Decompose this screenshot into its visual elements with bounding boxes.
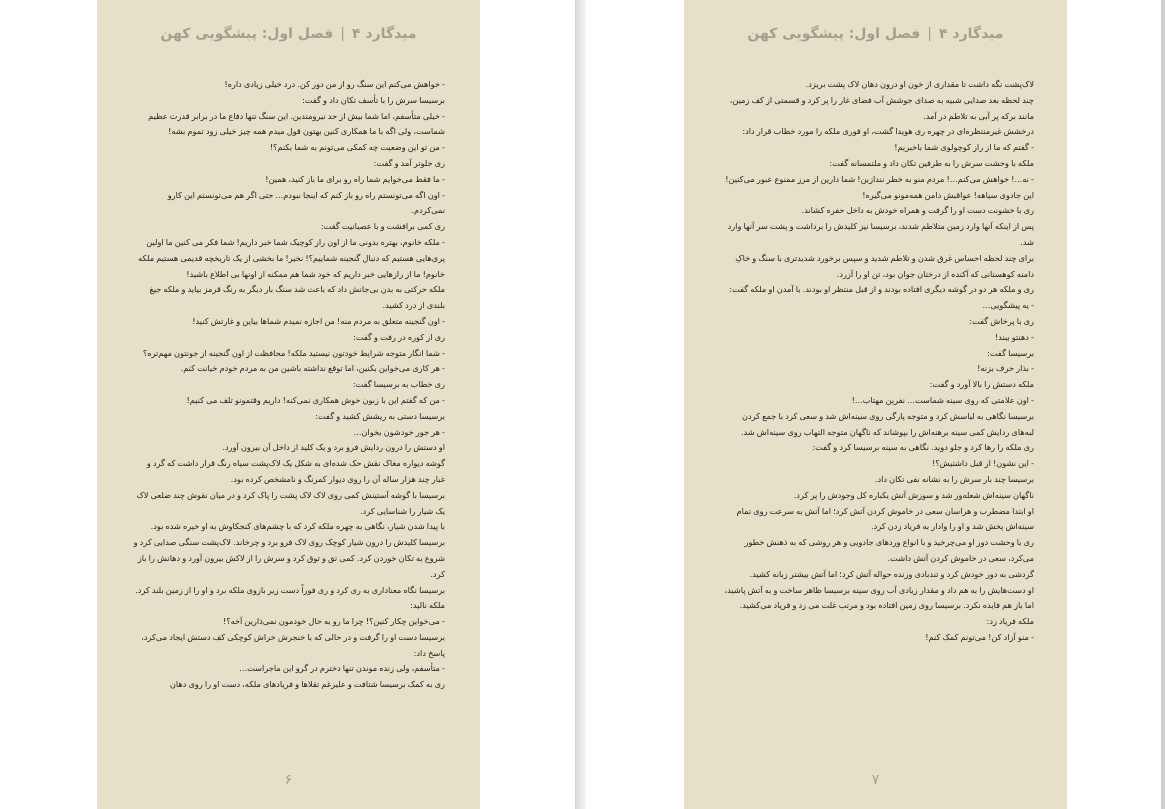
paragraph: ری خطاب به برسیسا گفت: — [352, 379, 445, 390]
paragraph: برسیسا دستی به ریشش کشید و گفت: — [315, 410, 445, 421]
paragraph: برسیسا گفت: — [987, 347, 1034, 358]
paragraph: پس از اینکه آنها وارد زمین متلاطم شدند، برسیسا نیز کلیدش را برداشت و پشت سر آنها وارد شد. — [727, 221, 1034, 247]
paragraph: ملکه حرکتی به بدن بی‌جانش داد که باعث شد سنگ بار دیگر به رنگ قرمز بیاید و ملکه جیغ بلندی از درد کشید. — [149, 284, 445, 311]
paragraph: - این نشون! از قبل داشتیش؟! — [932, 458, 1034, 469]
paragraph: برسیسا با گوشه آستینش کمی روی لاک لاک پشت را پاک کرد و در میان نقوش چند ضلعی لاک یک شیار را شناسایی کرد. — [136, 489, 445, 516]
paragraph: گوشه دیواره مغاک نقش حک شده‌ای به شکل یک لاک‌پشت سیاه رنگ قرار داشت که گرد و غبار چند هزار ساله آن را روی دیوار کمرنگ و نامشخص کرده بود. — [146, 458, 445, 484]
paragraph: او ابتدا مضطرب و هراسان سعی در خاموش کردن آتش کرد؛ اما آتش به سرعت روی تمام سینه‌اش پخش شد و او را وادار به فریاد زدن کرد. — [736, 505, 1034, 532]
paragraph: - بذار حرف بزنه! — [977, 363, 1034, 374]
paragraph: او دست‌هایش را به هم داد و مقدار زیادی آب روی سینه برسیسا ظاهر ساخت و به آتش پاشید، اما باز هم فایده نکرد. برسیسا روی زمین افتاده بود و مرتب غلت می زد و فریاد می‌کشید. — [724, 584, 1034, 611]
paragraph: ملکه نالید: — [410, 600, 445, 611]
paragraph: - اون علامتی که روی سینه شماست... نفرین مهتاب...! — [851, 394, 1034, 405]
paragraph: ری ملکه را رها کرد و جلو دوید. نگاهی به سینه برسیسا کرد و گفت: — [812, 442, 1034, 453]
header-chapter-title: فصل اول: پیشگویی کهن — [160, 26, 334, 42]
paragraph: با پیدا شدن شیار، نگاهی به چهره ملکه کرد که با چشم‌های کنجکاوش به او خیره شده بود. — [150, 521, 445, 532]
paragraph: - ما فقط می‌خوایم شما راه رو برای ما باز کنید، همین! — [265, 173, 445, 184]
paragraph: ملکه فریاد زد: — [986, 616, 1034, 627]
paragraph: ری با خشونت دست او را گرفت و همراه خودش به داخل حفره کشاند. — [801, 205, 1034, 216]
page-body-text — [719, 77, 1034, 646]
header-book-title: میدگارد ۴ — [352, 26, 417, 42]
viewer-scrollbar-edge — [1161, 0, 1165, 809]
paragraph: - یه پیشگویی... — [982, 300, 1034, 311]
paragraph: درخشش غیرمنتظره‌ای در چهره ری هویدا گشت، او فوری ملکه را مورد خطاب قرار داد: — [742, 126, 1034, 137]
paragraph: ری به کمک برسیسا شتافت و علیرغم تقلاها و فریادهای ملکه، دست او را روی دهان — [169, 679, 445, 690]
page-body-text — [133, 77, 445, 693]
paragraph: - دهنتو ببند! — [994, 331, 1034, 342]
paragraph: ملکه دستش را بالا آورد و گفت: — [929, 379, 1034, 390]
header-separator: | — [927, 26, 933, 42]
paragraph: برای چند لحظه احساس غرق شدن و تلاطم شدید و سپس برخورد شدیدتری با سنگ و خاکِ دامنه کوهستانی که آکنده از درختان جوان بود، تن او را آزرد. — [735, 252, 1034, 279]
paragraph: برسیسا چند بار سرش را به نشانه نفی تکان داد. — [874, 473, 1034, 484]
paragraph: این جادوی سیاهه! عواقبش دامن همه‌مونو می‌گیره! — [862, 189, 1034, 200]
page-right — [684, 0, 1067, 809]
paragraph: ری جلوتر آمد و گفت: — [373, 157, 445, 168]
paragraph: - گفتم که ما از راز کوچولوی شما باخبریم! — [894, 142, 1034, 153]
paragraph: - اون اگه می‌تونستم راه رو باز کنم که اینجا نبودم... حتی اگر هم می‌تونستم این کارو نمی‌کردم. — [167, 189, 445, 216]
paragraph: برسیسا نگاهی به لباسش کرد و متوجه پارگی روی سینه‌اش شد و سعی کرد با جمع کردن لبه‌های ردایش کمی سینه برهنه‌اش را بپوشاند که ناگهان متوجه التهاب روی سینه‌اش شد. — [740, 410, 1034, 437]
page-number: ۷ — [871, 772, 880, 788]
paragraph: - اون گنجینه متعلق به مردم منه! من اجازه نمیدم شماها بیاین و غارتش کنید! — [192, 315, 445, 326]
paragraph: ری با پرخاش گفت: — [969, 315, 1034, 326]
paragraph: ری و ملکه هر دو در گوشه دیگری افتاده بودند و از قبل منتظر او بودند. با آمدن او ملکه گفت: — [729, 284, 1034, 295]
paragraph: برسیسا کلیدش را درون شیار کوچک روی لاک فرو برد و چرخاند. لاک‌پشت سنگی صدایی کرد و شروع به تکان خوردن کرد. کمی تق و توق کرد و سرش را از لاکش بیرون آورد و دهانش را باز کرد. — [133, 537, 445, 579]
paragraph: - خواهش می‌کنم این سنگ رو از من دور کن. درد خیلی زیادی داره! — [224, 79, 445, 89]
paragraph: - ملکه خانوم، بهتره بدونی ما از اون راز کوچیک شما خبر داریم! شما فکر می کنین ما اولین پری‌هایی هستیم که دنبال گنجینه شماییم؟! نخیر! ما بخشی از یک تاریخچه قدیمی هستیم ملکه خانوم! ما از رازهایی خبر داریم که خود شما هم ممکنه از اونها بی اطلاع باشید! — [138, 236, 445, 279]
paragraph: برسیسا نگاه معناداری به ری کرد و ری فوراً دست زیر بازوی ملکه برد و او را از زمین بلند کرد. — [135, 584, 445, 595]
paragraph: چند لحظه بعد صدایی شبیه به صدای جوشش آب فضای غار را پر کرد و قسمتی از کف زمین، مانند برکه پر آبی به تلاطم در آمد. — [729, 94, 1034, 121]
page-number: ۶ — [284, 772, 293, 788]
paragraph: - منو آزاد کن! می‌تونم کمک کنم! — [925, 631, 1034, 642]
book-gutter — [575, 0, 586, 809]
paragraph: ناگهان سینه‌اش شعله‌ور شد و سوزش آتش یکباره کل وجودش را پر کرد. — [793, 489, 1034, 500]
paragraph: - نه...! خواهش می‌کنم...! مردم منو به خطر نندازین! شما دارین از مرز ممنوع عبور می‌کنین! — [725, 173, 1034, 184]
paragraph: - می‌خواین چکار کنین؟! چرا ما رو به حال خودمون نمی‌ذارین آخه؟! — [222, 616, 445, 627]
paragraph: - متأسفم، ولی زنده موندن تنها دخترم در گرو این ماجراست... — [239, 663, 445, 674]
header-separator: | — [340, 26, 346, 42]
paragraph: - من تو این وضعیت چه کمکی می‌تونم به شما بکنم؟! — [269, 142, 445, 153]
paragraph: ملکه با وحشت سرش را به طرفین تکان داد و ملتمسانه گفت: — [829, 157, 1034, 168]
running-header — [684, 26, 1067, 42]
paragraph: ری از کوره در رفت و گفت: — [353, 331, 445, 342]
paragraph: برسیسا سرش را با تأسف تکان داد و گفت: — [302, 94, 445, 105]
paragraph: برسیسا دست او را گرفت و در حالی که با خنجرش خراش کوچکی کف دستش ایجاد می‌کرد، پاسخ داد: — [141, 631, 445, 658]
header-book-title: میدگارد ۴ — [939, 26, 1004, 42]
running-header — [97, 26, 480, 42]
paragraph: - هر کاری می‌خواین بکنین، اما توقع نداشته باشین من به مردم خودم خیانت کنم. — [180, 363, 445, 374]
paragraph: - خیلی متأسفم، اما شما بیش از حد نیرومندین. این سنگ تنها دفاع ما در برابر قدرت عظیم شماست، ولی اگه با ما همکاری کنین بهتون قول میدم همه چیز خیلی زود تموم بشه! — [148, 110, 445, 137]
page-left — [97, 0, 480, 809]
paragraph: لاک‌پشت نگه داشت تا مقداری از خون او درون دهان لاک پشت بریزد. — [805, 79, 1034, 89]
paragraph: ری با وحشت دور او می‌چرخید و با انواع وردهای جادویی و هر روشی که به ذهنش خطور می‌کرد، سعی در خاموش کردن آتش داشت. — [744, 537, 1034, 563]
paragraph: ری کمی برافشت و با عصبانیت گفت: — [320, 221, 445, 232]
header-chapter-title: فصل اول: پیشگویی کهن — [747, 26, 921, 42]
paragraph: گردشی به دور خودش کرد و تندبادی وزنده حواله آتش کرد؛ اما آتش بیشتر زبانه کشید. — [749, 568, 1034, 579]
paragraph: - شما انگار متوجه شرایط خودتون نیستید ملکه! محافظت از اون گنجینه از جونتون مهم‌تره؟ — [142, 347, 445, 358]
paragraph: - هر جور خودشون بخوان... — [353, 426, 445, 437]
paragraph: او دستش را درون ردایش فرو برد و یک کلید از داخل آن بیرون آورد. — [222, 442, 445, 453]
paragraph: - من که گفتم این با زبون خوش همکاری نمی‌کنه! داریم وقتمونو تلف می کنیم! — [186, 394, 445, 405]
